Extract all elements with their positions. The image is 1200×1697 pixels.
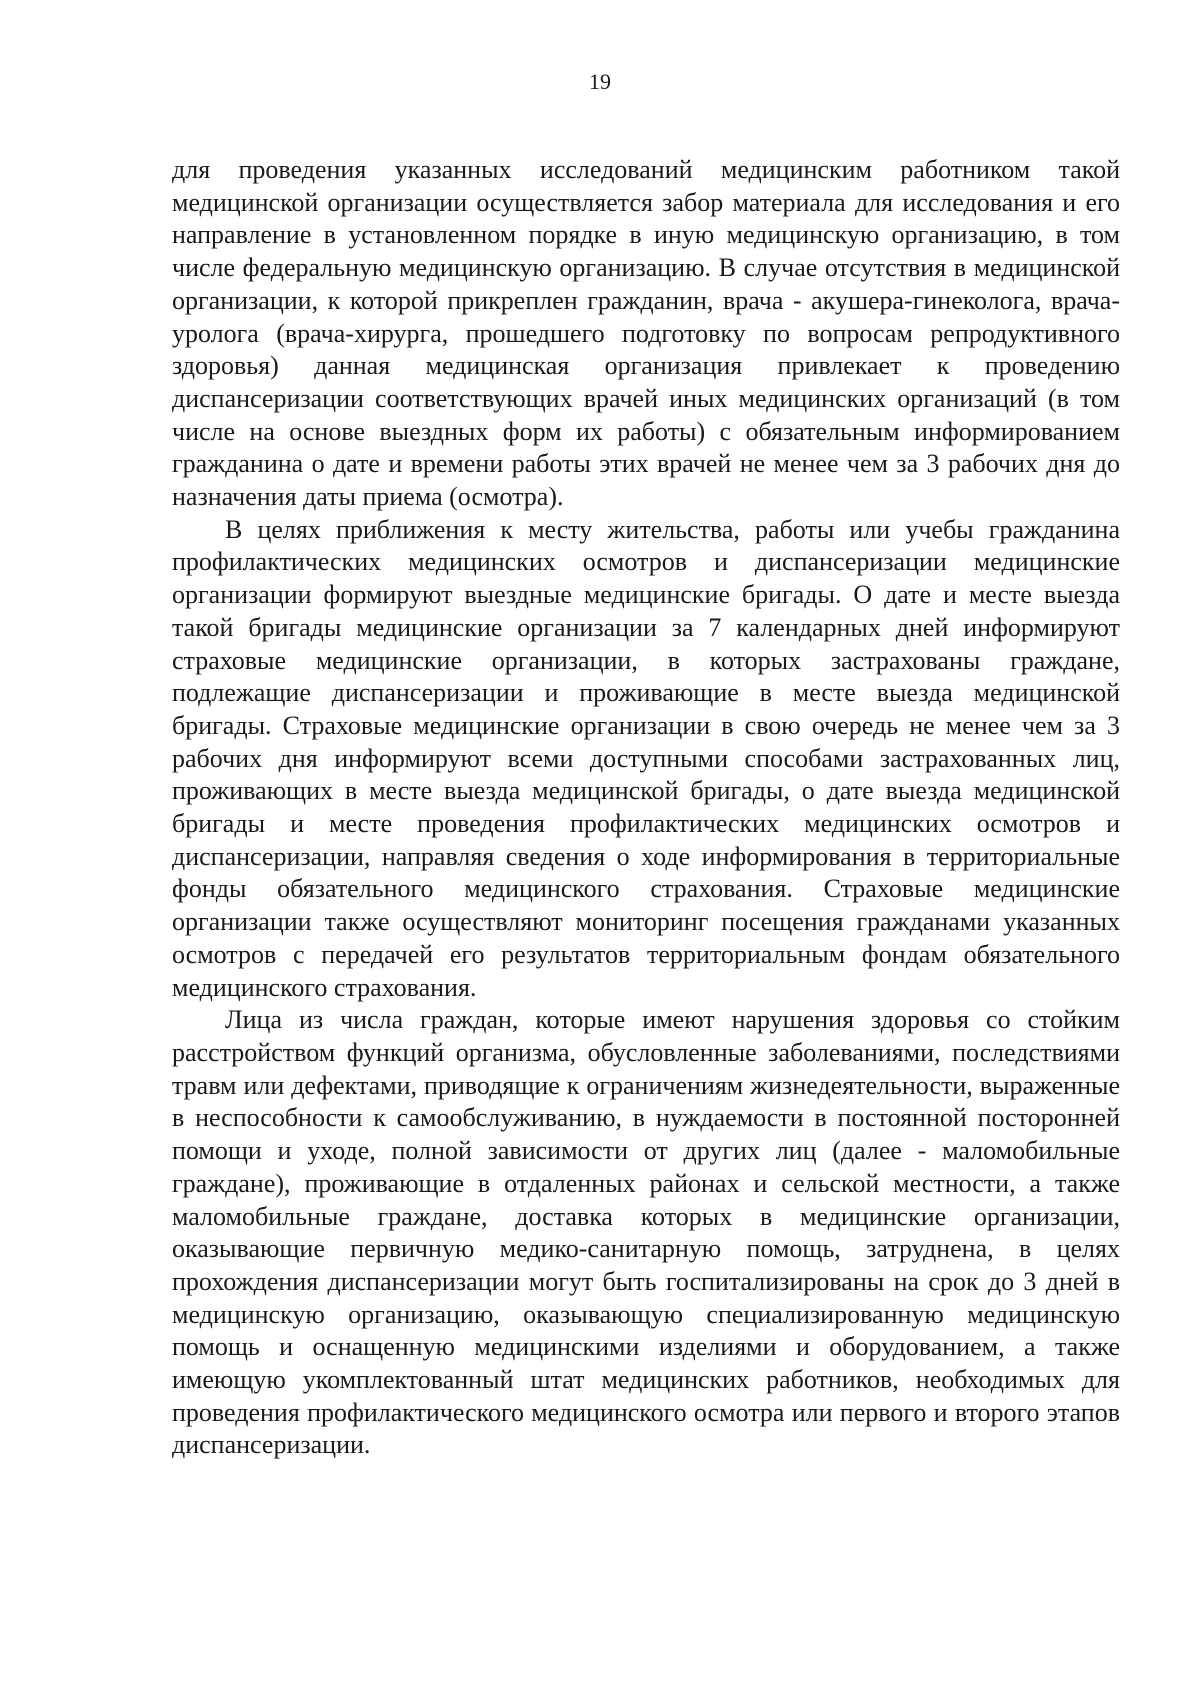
page-number: 19 <box>589 69 611 94</box>
document-body <box>172 154 1120 1462</box>
paragraph-1: для проведения указанных исследований медицинским работником такой медицинской организации осуществляется забор материала для исследования и его направление в установленном порядке в иную медицинскую организацию, в том числе федеральную медицинскую организацию. В случае отсутствия в медицинской организации, к которой прикреплен гражданин, врача - акушера-гинеколога, врача-уролога (врача-хирурга, прошедшего подготовку по вопросам репродуктивного здоровья) данная медицинская организация привлекает к проведению диспансеризации соответствующих врачей иных медицинских организаций (в том числе на основе выездных форм их работы) с обязательным информированием гражданина о дате и времени работы этих врачей не менее чем за 3 рабочих дня до назначения даты приема (осмотра). <box>172 155 1120 512</box>
paragraph-2: В целях приближения к месту жительства, работы или учебы гражданина профилактических медицинских осмотров и диспансеризации медицинские организации формируют выездные медицинские бригады. О дате и месте выезда такой бригады медицинские организации за 7 календарных дней информируют страховые медицинские организации, в которых застрахованы граждане, подлежащие диспансеризации и проживающие в месте выезда медицинской бригады. Страховые медицинские организации в свою очередь не менее чем за 3 рабочих дня информируют всеми доступными способами застрахованных лиц, проживающих в месте выезда медицинской бригады, о дате выезда медицинской бригады и месте проведения профилактических медицинских осмотров и диспансеризации, направляя сведения о ходе информирования в территориальные фонды обязательного медицинского страхования. Страховые медицинские организации также осуществляют мониторинг посещения гражданами указанных осмотров с передачей его результатов территориальным фондам обязательного медицинского страхования. <box>172 514 1120 1002</box>
paragraph-3: Лица из числа граждан, которые имеют нарушения здоровья со стойким расстройством функций организма, обусловленные заболеваниями, последствиями травм или дефектами, приводящие к ограничениям жизнедеятельности, выраженные в неспособности к самообслуживанию, в нуждаемости в постоянной посторонней помощи и уходе, полной зависимости от других лиц (далее - маломобильные граждане), проживающие в отдаленных районах и сельской местности, а также маломобильные граждане, доставка которых в медицинские организации, оказывающие первичную медико-санитарную помощь, затруднена, в целях прохождения диспансеризации могут быть госпитализированы на срок до 3 дней в медицинскую организацию, оказывающую специализированную медицинскую помощь и оснащенную медицинскими изделиями и оборудованием, а также имеющую укомплектованный штат медицинских работников, необходимых для проведения профилактического медицинского осмотра или первого и второго этапов диспансеризации. <box>172 1005 1120 1460</box>
